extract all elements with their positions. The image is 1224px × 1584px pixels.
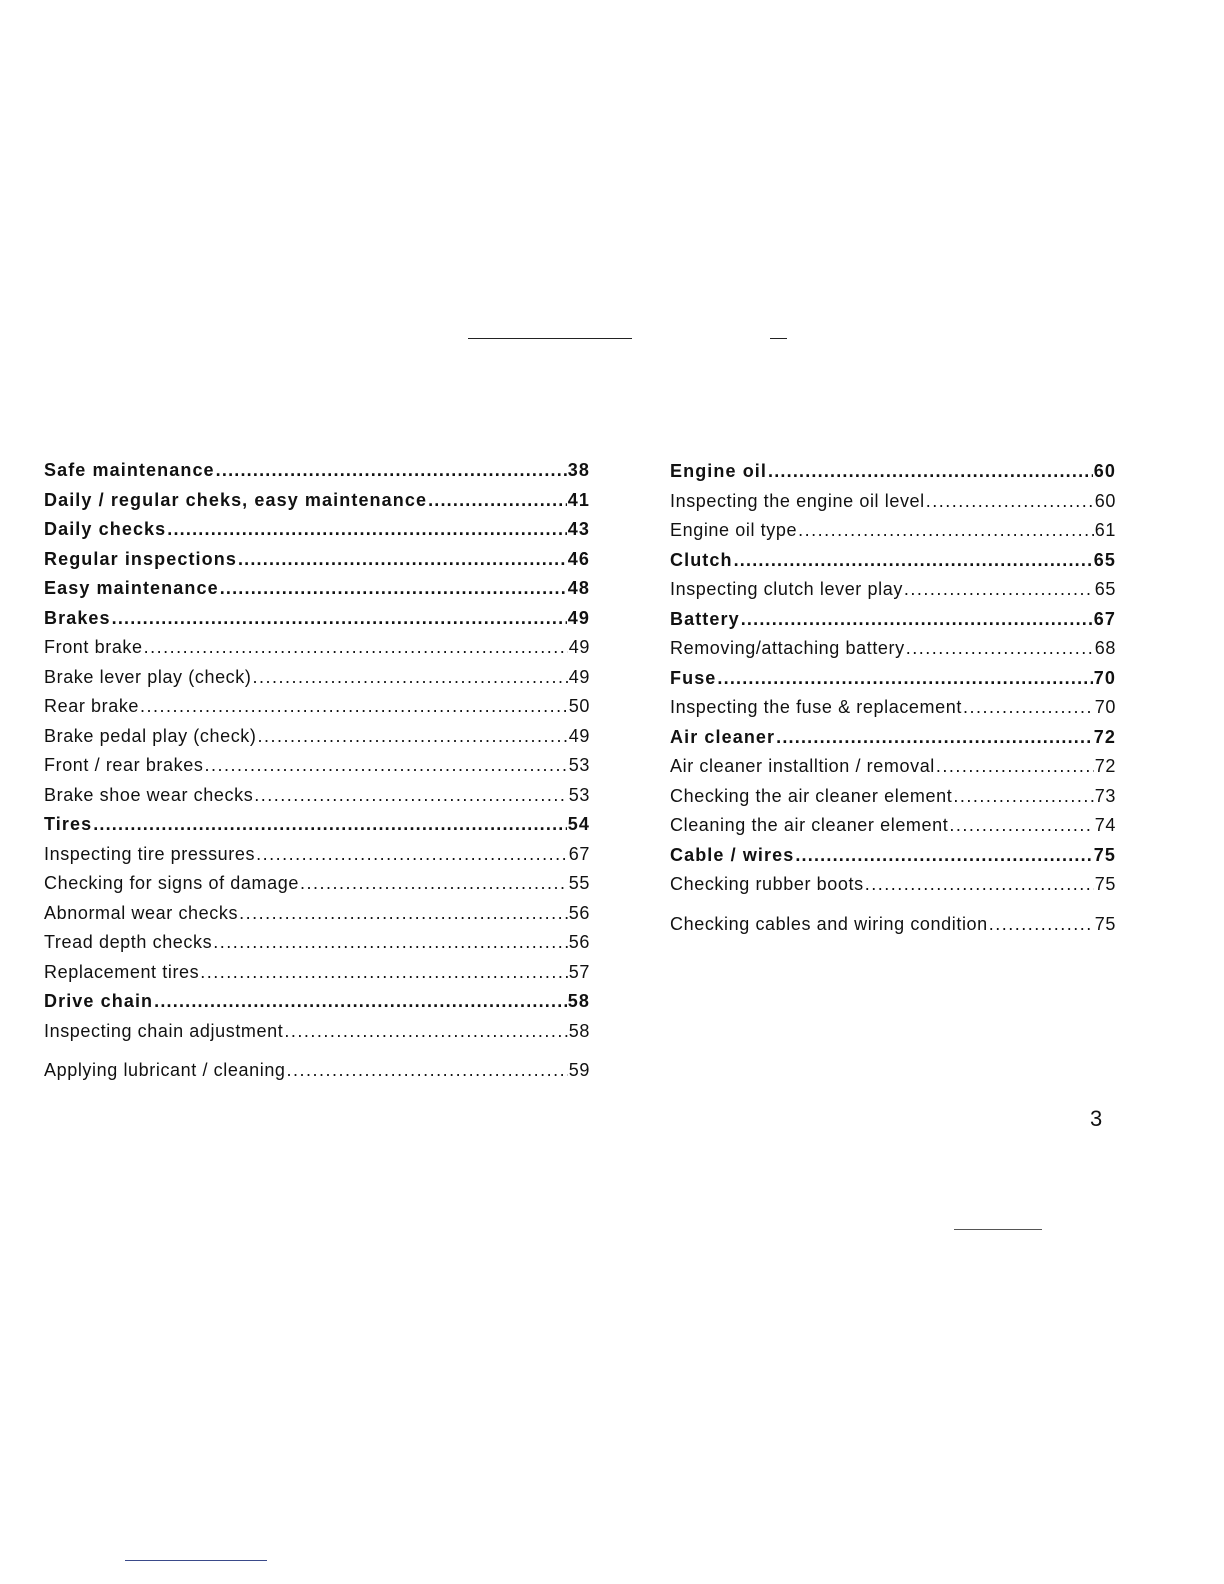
toc-entry-label: Tires <box>44 814 93 834</box>
toc-entry-label: Brake shoe wear checks <box>44 784 254 805</box>
toc-entry-page: 73 <box>1094 785 1116 806</box>
toc-entry[interactable] <box>670 550 1116 580</box>
toc-entry-label: Daily checks <box>44 519 167 539</box>
toc-entry-label: Brakes <box>44 607 111 628</box>
toc-leader-dots <box>906 638 1094 659</box>
toc-entry-page: 60 <box>1093 461 1116 481</box>
toc-entry[interactable] <box>44 1021 590 1051</box>
toc-entry[interactable] <box>44 519 590 549</box>
toc-entry[interactable] <box>44 991 590 1021</box>
toc-entry-label: Front / rear brakes <box>44 755 204 775</box>
toc-entry-page: 49 <box>568 637 590 657</box>
toc-entry-label: Checking cables and wiring condition <box>670 913 988 934</box>
toc-entry[interactable] <box>670 491 1116 521</box>
toc-entry-page: 56 <box>568 932 590 952</box>
header-rule-left <box>468 338 632 339</box>
toc-entry-page: 68 <box>1094 638 1116 658</box>
toc-entry-page: 56 <box>568 902 590 923</box>
toc-entry-label: Safe maintenance <box>44 460 215 480</box>
toc-leader-dots <box>926 491 1094 512</box>
toc-entry-label: Battery <box>670 608 740 629</box>
toc-leader-dots <box>989 914 1094 935</box>
toc-leader-dots <box>717 668 1092 689</box>
toc-entry[interactable] <box>670 697 1116 727</box>
toc-entry[interactable] <box>44 785 590 815</box>
toc-entry-page: 48 <box>567 578 590 598</box>
toc-entry-label: Drive chain <box>44 991 154 1011</box>
toc-entry-page: 61 <box>1094 520 1116 540</box>
toc-left-column <box>44 460 590 1090</box>
toc-entry[interactable] <box>670 609 1116 639</box>
toc-entry-page: 41 <box>567 489 590 510</box>
toc-entry[interactable] <box>44 726 590 756</box>
toc-entry-label: Air cleaner installtion / removal <box>670 756 935 776</box>
toc-entry-page: 65 <box>1093 549 1116 570</box>
toc-entry[interactable] <box>44 873 590 903</box>
toc-leader-dots <box>741 609 1093 630</box>
toc-leader-dots <box>776 727 1093 748</box>
toc-entry-label: Brake lever play (check) <box>44 666 252 687</box>
toc-entry-page: 43 <box>567 519 590 539</box>
toc-entry[interactable] <box>670 786 1116 816</box>
toc-entry-label: Checking for signs of damage <box>44 873 299 893</box>
toc-entry[interactable] <box>44 490 590 520</box>
toc-leader-dots <box>252 667 567 688</box>
toc-leader-dots <box>428 490 567 511</box>
toc-entry[interactable] <box>44 460 590 490</box>
toc-entry-label: Removing/attaching battery <box>670 638 905 658</box>
toc-leader-dots <box>144 637 568 658</box>
toc-entry-label: Clutch <box>670 549 733 570</box>
toc-entry-label: Front brake <box>44 637 143 657</box>
toc-leader-dots <box>904 579 1094 600</box>
toc-entry-page: 58 <box>567 991 590 1011</box>
toc-entry-label: Abnormal wear checks <box>44 902 239 923</box>
toc-leader-dots <box>256 844 568 865</box>
toc-entry[interactable] <box>44 844 590 874</box>
toc-entry-page: 72 <box>1094 756 1116 776</box>
toc-leader-dots <box>239 903 568 924</box>
toc-entry[interactable] <box>670 461 1116 491</box>
toc-entry-page: 72 <box>1093 726 1116 747</box>
toc-entry-page: 50 <box>568 696 590 716</box>
toc-entry-page: 75 <box>1093 844 1116 865</box>
toc-entry-label: Inspecting clutch lever play <box>670 579 903 599</box>
toc-entry[interactable] <box>44 962 590 992</box>
toc-entry-page: 74 <box>1094 815 1116 835</box>
toc-entry-label: Tread depth checks <box>44 932 213 952</box>
toc-entry-label: Regular inspections <box>44 548 237 569</box>
toc-entry[interactable] <box>670 845 1116 875</box>
toc-entry[interactable] <box>44 696 590 726</box>
toc-entry[interactable] <box>44 903 590 933</box>
toc-entry-label: Cable / wires <box>670 844 795 865</box>
toc-leader-dots <box>734 550 1093 571</box>
toc-entry[interactable] <box>670 638 1116 668</box>
toc-entry-label: Inspecting the fuse & replacement <box>670 697 962 717</box>
toc-entry-label: Engine oil type <box>670 520 798 540</box>
toc-leader-dots <box>258 726 568 747</box>
toc-entry[interactable] <box>44 1060 590 1090</box>
toc-leader-dots <box>936 756 1094 777</box>
page-number: 3 <box>1090 1106 1103 1131</box>
toc-entry-page: 53 <box>568 784 590 805</box>
toc-leader-dots <box>216 460 567 481</box>
toc-entry-page: 59 <box>568 1060 590 1080</box>
toc-entry[interactable] <box>670 579 1116 609</box>
toc-entry-label: Brake pedal play (check) <box>44 725 257 746</box>
toc-entry-label: Applying lubricant / cleaning <box>44 1060 286 1080</box>
toc-entry-page: 49 <box>567 607 590 628</box>
toc-entry-page: 60 <box>1094 490 1116 511</box>
toc-entry-label: Engine oil <box>670 461 768 481</box>
toc-leader-dots <box>949 815 1093 836</box>
toc-entry[interactable] <box>44 549 590 579</box>
toc-entry[interactable] <box>670 668 1116 698</box>
toc-entry-label: Rear brake <box>44 696 140 716</box>
toc-leader-dots <box>154 991 567 1012</box>
toc-leader-dots <box>213 932 568 953</box>
header-rule-right <box>770 338 787 339</box>
toc-entry-label: Air cleaner <box>670 726 776 747</box>
footer-rule-bottom <box>125 1560 267 1561</box>
toc-leader-dots <box>300 873 568 894</box>
toc-entry-label: Inspecting the engine oil level <box>670 490 925 511</box>
toc-leader-dots <box>287 1060 568 1081</box>
toc-entry[interactable] <box>44 608 590 638</box>
toc-entry[interactable] <box>44 814 590 844</box>
toc-leader-dots <box>140 696 568 717</box>
toc-entry[interactable] <box>670 727 1116 757</box>
toc-leader-dots <box>238 549 567 570</box>
toc-entry-page: 55 <box>568 873 590 893</box>
toc-entry[interactable] <box>670 756 1116 786</box>
toc-entry-page: 46 <box>567 548 590 569</box>
toc-leader-dots <box>865 874 1094 895</box>
toc-entry-label: Checking the air cleaner element <box>670 785 953 806</box>
toc-entry-label: Daily / regular cheks, easy maintenance <box>44 489 428 510</box>
toc-leader-dots <box>768 461 1093 482</box>
toc-right-column <box>670 461 1116 943</box>
toc-entry-label: Cleaning the air cleaner element <box>670 815 949 835</box>
toc-entry-page: 58 <box>568 1020 590 1041</box>
toc-entry-page: 53 <box>568 755 590 775</box>
toc-entry[interactable] <box>44 755 590 785</box>
toc-leader-dots <box>93 814 567 835</box>
toc-entry[interactable] <box>670 914 1116 944</box>
toc-leader-dots <box>112 608 567 629</box>
footer-rule-right <box>954 1229 1042 1230</box>
toc-entry[interactable] <box>670 815 1116 845</box>
toc-leader-dots <box>798 520 1094 541</box>
toc-entry-label: Checking rubber boots <box>670 874 864 894</box>
toc-entry[interactable] <box>44 637 590 667</box>
toc-leader-dots <box>795 845 1092 866</box>
toc-leader-dots <box>204 755 567 776</box>
toc-entry-label: Replacement tires <box>44 961 200 982</box>
toc-entry-page: 67 <box>1093 608 1116 629</box>
toc-leader-dots <box>953 786 1093 807</box>
toc-leader-dots <box>167 519 566 540</box>
toc-entry-page: 38 <box>567 460 590 480</box>
toc-entry[interactable] <box>670 874 1116 904</box>
toc-entry-label: Easy maintenance <box>44 578 219 598</box>
toc-leader-dots <box>200 962 568 983</box>
toc-entry-label: Fuse <box>670 667 717 688</box>
toc-entry[interactable] <box>670 520 1116 550</box>
toc-entry-page: 75 <box>1094 913 1116 934</box>
toc-entry-page: 75 <box>1094 874 1116 894</box>
toc-entry-page: 65 <box>1094 579 1116 599</box>
toc-entry[interactable] <box>44 578 590 608</box>
toc-entry-page: 70 <box>1094 697 1116 717</box>
toc-entry-page: 49 <box>568 666 590 687</box>
toc-entry-label: Inspecting chain adjustment <box>44 1020 284 1041</box>
toc-leader-dots <box>220 578 567 599</box>
toc-entry-page: 57 <box>568 961 590 982</box>
toc-entry-page: 70 <box>1093 667 1116 688</box>
toc-entry[interactable] <box>44 667 590 697</box>
toc-entry[interactable] <box>44 932 590 962</box>
toc-entry-page: 67 <box>568 843 590 864</box>
toc-entry-page: 49 <box>568 725 590 746</box>
toc-leader-dots <box>254 785 567 806</box>
toc-leader-dots <box>963 697 1094 718</box>
toc-leader-dots <box>284 1021 567 1042</box>
toc-entry-label: Inspecting tire pressures <box>44 843 256 864</box>
toc-entry-page: 54 <box>567 814 590 834</box>
